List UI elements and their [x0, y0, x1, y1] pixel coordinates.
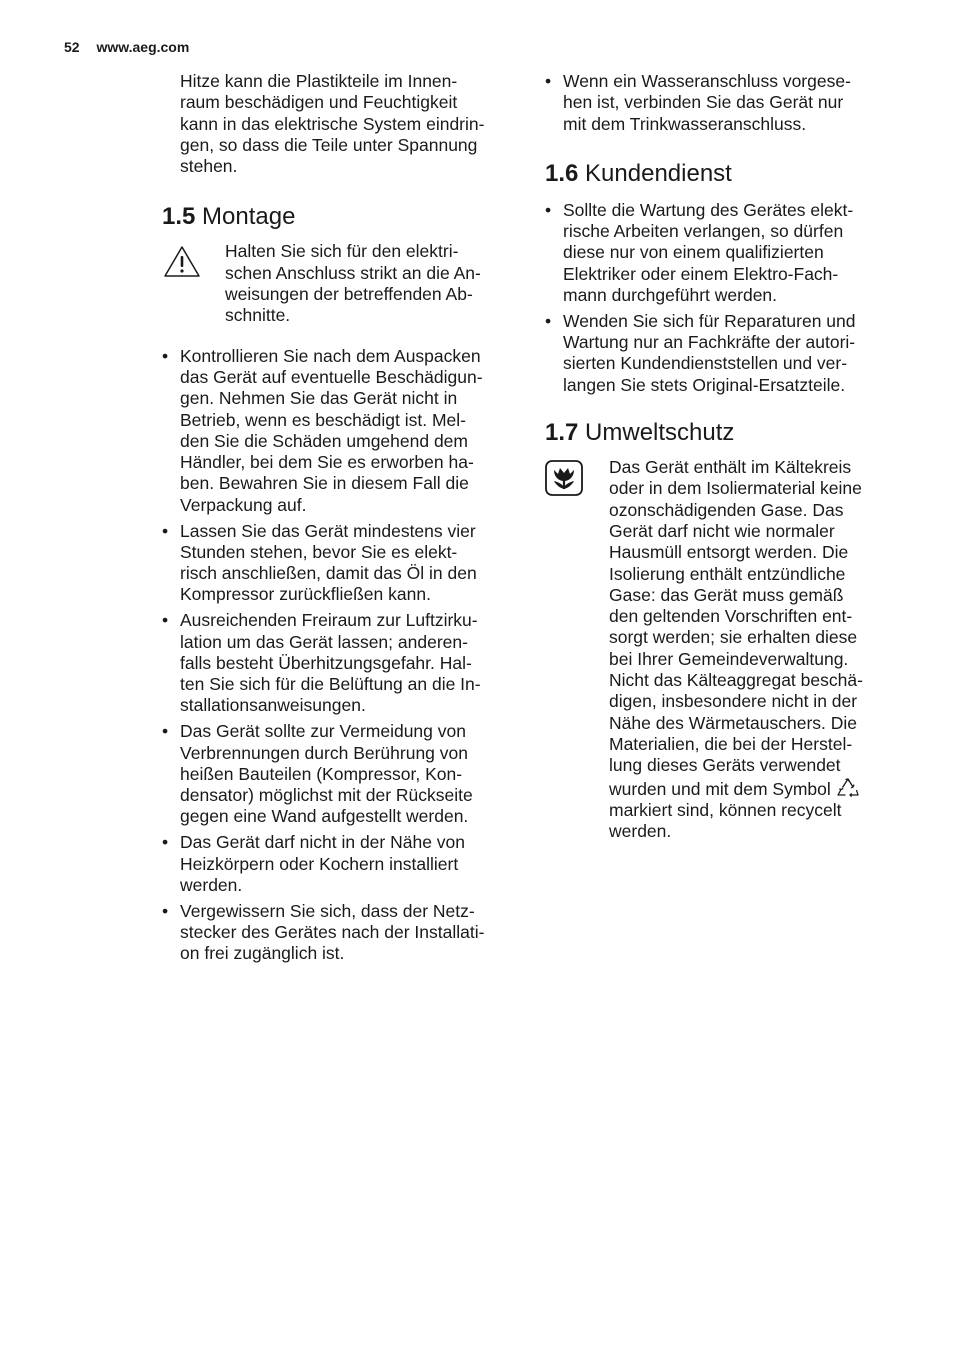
- list-item: • Das Gerät sollte zur Vermeidung von Verbrennungen durch Berührung von heißen Bauteilen (Kompressor, Kon- densator) möglichst mit der Rückseite gegen eine Wand aufgestellt werden.: [162, 721, 522, 827]
- intro-paragraph: Hitze kann die Plastikteile im Innen- raum beschädigen und Feuchtigkeit kann in das elektrische System eindrin- gen, so dass die Teile unter Spannung stehen.: [180, 71, 485, 177]
- section-heading-umweltschutz: [545, 419, 905, 447]
- section-heading-kundendienst: [545, 160, 905, 188]
- water-connection-list: [545, 71, 905, 135]
- warning-triangle-icon: [162, 244, 202, 280]
- section-title: Montage: [202, 203, 296, 231]
- section-number: 1.7: [545, 419, 579, 447]
- umweltschutz-text-part-2: markiert sind, können recycelt werden.: [609, 799, 842, 842]
- montage-warning: [162, 241, 522, 326]
- list-item: • Wenn ein Wasseranschluss vorgese- hen ist, verbinden Sie das Gerät nur mit dem Trinkwasseranschluss.: [545, 71, 905, 135]
- recycle-icon: [836, 777, 860, 799]
- montage-list: [162, 346, 522, 965]
- umweltschutz-text-part-1: Das Gerät enthält im Kältekreis oder in dem Isoliermaterial keine ozonschädigenden Gase. Das Gerät darf nicht wie normaler Hausmüll entsorgt werden. Die Isolierung enthält entzündliche Gase: das Gerät muss gemäß den geltenden Vorschriften ent- sorgt werden; sie erhalten diese bei Ihrer Gemeindeverwaltung. Nicht das Kälteaggregat beschä- digen, insbesondere nicht in der Nähe des Wärmetauschers. Die Materialien, die bei der Herstel- lung dieses Geräts verwendet wurden und mit dem Symbol: [609, 457, 863, 799]
- page-header: [64, 38, 189, 56]
- kundendienst-list: [545, 200, 905, 396]
- section-title: Umweltschutz: [585, 419, 735, 447]
- umweltschutz-block: [545, 457, 905, 842]
- umweltschutz-text: [609, 457, 863, 842]
- list-item: • Wenden Sie sich für Reparaturen und Wartung nur an Fachkräfte der autori- sierten Kundendienststellen und ver- langen Sie stets Original-Ersatzteile.: [545, 311, 905, 396]
- section-title: Kundendienst: [585, 159, 732, 187]
- left-column: [162, 71, 522, 969]
- right-column: [545, 71, 905, 842]
- site-url: www.aeg.com: [96, 39, 190, 55]
- list-item: • Lassen Sie das Gerät mindestens vier Stunden stehen, bevor Sie es elekt- risch anschließen, damit das Öl in den Kompressor zurückfließen kann.: [162, 521, 522, 606]
- section-number: 1.5: [162, 203, 196, 231]
- environment-tulip-icon: [545, 460, 583, 496]
- section-number: 1.6: [545, 159, 579, 187]
- list-item: • Kontrollieren Sie nach dem Auspacken das Gerät auf eventuelle Beschädigun- gen. Nehmen Sie das Gerät nicht in Betrieb, wenn es beschädigt ist. Mel- den Sie die Schäden umgehend dem Händler, bei dem Sie es erworben ha- ben. Bewahren Sie in diesem Fall die Verpackung auf.: [162, 346, 522, 516]
- list-item: • Sollte die Wartung des Gerätes elekt- rische Arbeiten verlangen, so dürfen diese nur von einem qualifizierten Elektriker oder einem Elektro-Fach- mann durchgeführt werden.: [545, 200, 905, 306]
- warning-text: Halten Sie sich für den elektri- schen Anschluss strikt an die An- weisungen der betreffenden Ab- schnitte.: [225, 241, 481, 326]
- section-heading-montage: [162, 203, 522, 231]
- list-item: • Vergewissern Sie sich, dass der Netz- stecker des Gerätes nach der Installati- on frei zugänglich ist.: [162, 901, 522, 965]
- list-item: • Das Gerät darf nicht in der Nähe von Heizkörpern oder Kochern installiert werden.: [162, 832, 522, 896]
- page-number: 52: [64, 39, 80, 55]
- list-item: • Ausreichenden Freiraum zur Luftzirku- lation um das Gerät lassen; anderen- falls besteht Überhitzungsgefahr. Hal- ten Sie sich für die Belüftung an die In- stallationsanweisungen.: [162, 610, 522, 716]
